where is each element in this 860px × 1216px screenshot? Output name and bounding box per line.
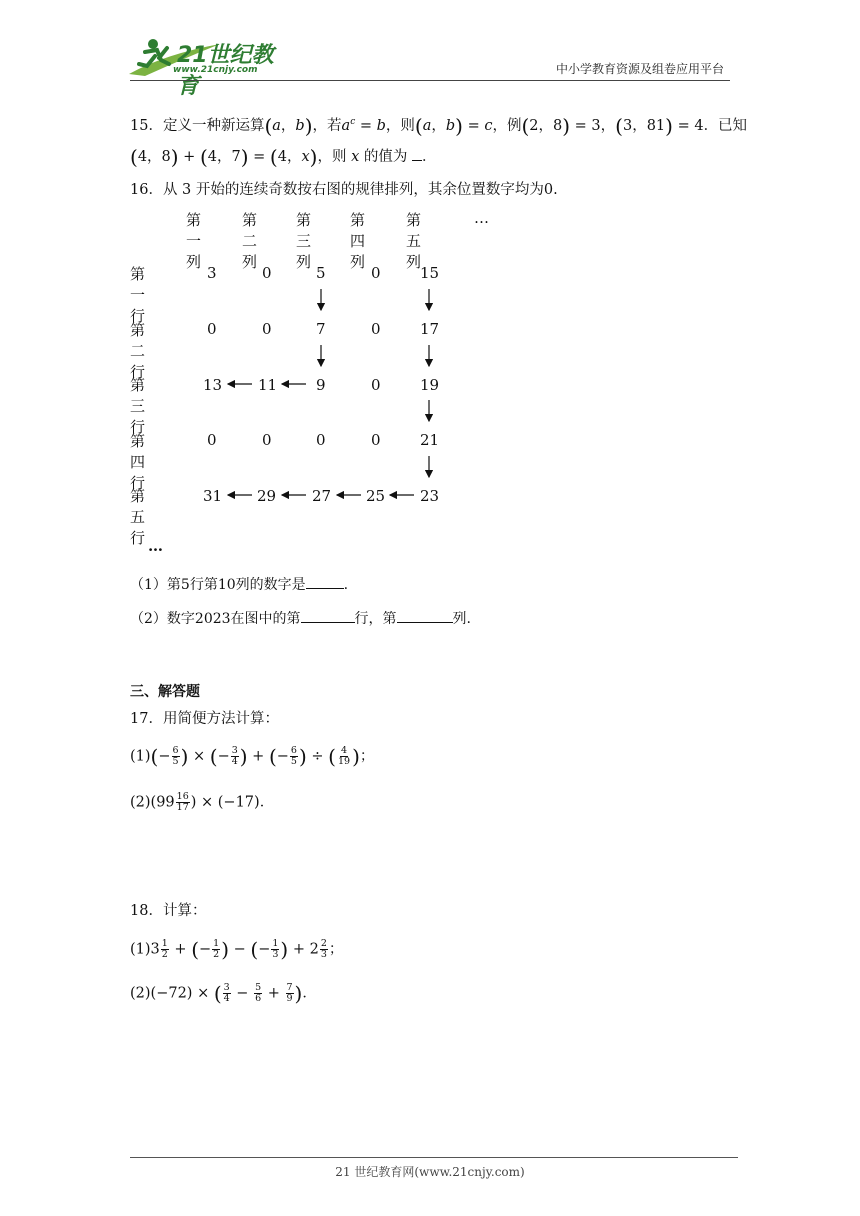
q15-text: 定义一种新运算 xyxy=(162,117,265,134)
question-16-sub-2 xyxy=(130,608,471,629)
question-15-line-1: 15．定义一种新运算(a，b)，若$a^c = b$，则(a，b) = c，例(2，8) = 3，(3，81) = 4．已知 xyxy=(130,113,748,138)
row-label: 第四行 xyxy=(130,432,146,492)
grid-cell: 5 xyxy=(316,264,326,282)
col-header: 第四列 xyxy=(350,211,366,271)
grid-cell: 0 xyxy=(262,431,272,449)
question-17-text: 用简便方法计算： xyxy=(162,711,279,727)
q15-text: ，则 xyxy=(385,117,415,134)
sub-question-text: . xyxy=(343,577,349,593)
q15-text: ，若 xyxy=(312,117,342,134)
question-18-stem xyxy=(130,901,206,921)
grid-cell: 0 xyxy=(316,431,326,449)
question-number: 15． xyxy=(130,117,163,134)
question-15-line-2: (4，8) + (4，7) = (4，x)，则 x 的值为 ． xyxy=(130,145,437,169)
col-header: 第二列 xyxy=(242,211,258,271)
grid-cell: 0 xyxy=(371,264,381,282)
q15-text: 的值为 xyxy=(363,149,408,165)
q15-text: ． xyxy=(421,149,437,165)
part-label: (1) xyxy=(130,748,151,765)
col-header: 第五列 xyxy=(406,211,422,271)
col-header-ellipsis: … xyxy=(474,209,489,227)
row-label: 第一行 xyxy=(130,265,146,325)
grid-arrows xyxy=(0,0,860,560)
question-number: 18． xyxy=(130,903,163,919)
answer-blank[interactable] xyxy=(397,608,453,623)
question-number: 16． xyxy=(130,182,163,198)
logo-url: www.21cnjy.com xyxy=(173,65,258,75)
sub-question-text: 列. xyxy=(452,611,471,627)
grid-cell: 11 xyxy=(258,376,278,394)
grid-cell: 3 xyxy=(207,264,217,282)
grid-ellipsis: … xyxy=(148,537,163,555)
grid-cell: 0 xyxy=(262,264,272,282)
answer-blank[interactable] xyxy=(306,574,344,589)
grid-cell: 0 xyxy=(371,431,381,449)
question-18-part-2: (2)(−72) × ( $\frac{3}{4}$ − $\frac{5}{6}$ + $\frac{7}{9}$ )． xyxy=(130,981,317,1006)
grid-cell: 0 xyxy=(371,320,381,338)
grid-cell: 23 xyxy=(420,487,440,505)
row-label: 第二行 xyxy=(130,321,146,381)
q15-text: ，则 xyxy=(317,149,347,165)
grid-cell: 0 xyxy=(207,320,217,338)
footer-divider xyxy=(130,1157,738,1158)
grid-cell: 0 xyxy=(207,431,217,449)
grid-cell: 17 xyxy=(420,320,440,338)
grid-cell: 7 xyxy=(316,320,326,338)
question-17-part-2: (2)(99 $\frac{16}{17}$ ) × (−17)． xyxy=(130,791,275,813)
grid-cell: 19 xyxy=(420,376,440,394)
part-label: (2) xyxy=(130,985,151,1002)
header-platform-text: 中小学教育资源及组卷应用平台 xyxy=(555,62,724,76)
footer-text: 21 世纪教育网(www.21cnjy.com) xyxy=(335,1165,525,1179)
q15-text: ，例 xyxy=(492,117,522,134)
answer-blank[interactable] xyxy=(301,608,355,623)
grid-cell: 29 xyxy=(257,487,277,505)
col-header: 第一列 xyxy=(186,211,202,271)
part-label: (1) xyxy=(130,941,151,958)
col-header: 第三列 xyxy=(296,211,312,271)
question-18-text: 计算： xyxy=(162,903,207,919)
sub-question-text: （1）第5行第10列的数字是 xyxy=(130,577,306,593)
question-17-part-1: (1)(− $\frac{6}{5}$ ) × (− $\frac{3}{4}$ ) + (− $\frac{6}{5}$ ) ÷ ( $\frac{4}{19}$ )； xyxy=(130,744,375,769)
question-16-sub-1 xyxy=(130,574,348,595)
grid-cell: 0 xyxy=(262,320,272,338)
grid-cell: 31 xyxy=(203,487,223,505)
question-17-stem xyxy=(130,709,279,729)
q15-text: ， xyxy=(600,117,616,134)
grid-cell: 21 xyxy=(420,431,440,449)
row-label: 第三行 xyxy=(130,376,146,436)
grid-cell: 0 xyxy=(371,376,381,394)
question-18-part-1: (1)3 $\frac{1}{2}$ + (− $\frac{1}{2}$ ) − (− $\frac{1}{3}$ ) + 2 $\frac{2}{3}$ ； xyxy=(130,937,344,962)
logo-text: 21世纪教育 xyxy=(177,43,274,99)
section-heading: 三、解答题 xyxy=(130,684,200,700)
grid-cell: 27 xyxy=(312,487,332,505)
grid-cell: 13 xyxy=(203,376,223,394)
part-label: (2) xyxy=(130,794,151,811)
question-16-text: 从 3 开始的连续奇数按右图的规律排列，其余位置数字均为0. xyxy=(162,182,558,198)
grid-cell: 25 xyxy=(366,487,386,505)
grid-cell: 9 xyxy=(316,376,326,394)
question-number: 17． xyxy=(130,711,163,727)
sub-question-text: 行，第 xyxy=(354,611,397,627)
row-label: 第五行 xyxy=(130,487,146,547)
sub-question-text: （2）数字2023在图中的第 xyxy=(130,611,301,627)
grid-cell: 15 xyxy=(420,264,440,282)
q15-text: ．已知 xyxy=(703,117,748,134)
